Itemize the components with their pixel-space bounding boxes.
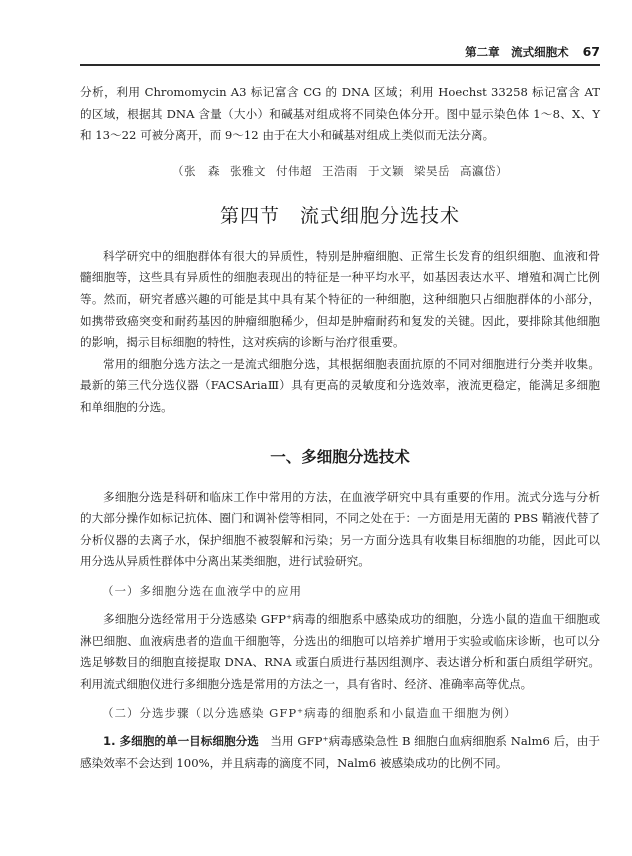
step-1-paragraph xyxy=(80,731,600,774)
author: 张 森 xyxy=(184,163,220,178)
step-1-text: 当用 GFP⁺病毒感染急性 B 细胞白血病细胞系 Nalm6 后，由于感染效率不会达到 100%，并且病毒的滴度不同，Nalm6 被感染成功的比例不同。 xyxy=(80,734,600,770)
chapter-title: 第二章 流式细胞术 xyxy=(465,45,569,59)
page-number: 67 xyxy=(582,44,600,59)
section-paragraph-1: 科学研究中的细胞群体有很大的异质性，特别是肿瘤细胞、正常生长发育的组织细胞、血液和骨髓细胞等，这些具有异质性的细胞表现出的特征是一种平均水平，如基因表达水平、增殖和凋亡比例等。然而，研究者感兴趣的可能是其中具有某个特征的一种细胞，这种细胞只占细胞群体的小部分，如携带致癌突变和耐药基因的肿瘤细胞稀少，但却是肿瘤耐药和复发的关键。因此，要排除其他细胞的影响，揭示目标细胞的特性，这对疾病的诊断与治疗很重要。 xyxy=(80,248,600,350)
section-title: 第四节 流式细胞分选技术 xyxy=(219,204,460,227)
subheading-steps: （二）分选步骤（以分选感染 GFP⁺病毒的细胞系和小鼠造血干细胞为例） xyxy=(102,706,517,721)
author: 付伟超 xyxy=(276,163,312,178)
section-paragraph-2: 常用的细胞分选方法之一是流式细胞分选，其根据细胞表面抗原的不同对细胞进行分类并收集。最新的第三代分选仪器（FACSAriaⅢ）具有更高的灵敏度和分选效率，液流更稳定，能满足多细胞和单细胞的分选。 xyxy=(80,356,600,414)
page-body xyxy=(80,82,600,774)
running-header xyxy=(465,44,600,60)
subheading-application: （一）多细胞分选在血液学中的应用 xyxy=(102,583,302,598)
subsection-paragraph: 多细胞分选是科研和临床工作中常用的方法，在血液学研究中具有重要的作用。流式分选与分析的大部分操作如标记抗体、圈门和调补偿等相同，不同之处在于：一方面是用无菌的 PBS 鞘液代替了分析仪器的去离子水，保护细胞不被裂解和污染；另一方面分选具有收集目标细胞的功能，因此可以用分选从异质性群体中分离出某类细胞，进行试验研究。 xyxy=(80,489,600,569)
header-rule xyxy=(80,64,600,66)
author: 高瀛岱 xyxy=(460,163,496,178)
step-1-label: 1. 多细胞的单一目标细胞分选 xyxy=(103,734,259,749)
intro-paragraph: 分析，利用 Chromomycin A3 标记富含 CG 的 DNA 区域；利用 Hoechst 33258 标记富含 AT 的区域，根据其 DNA 含量（大小）和碱基对组成将不同染色体分开。图中显示染色体 1～8、X、Y 和 13～22 可被分离开，而 9～12 由于在大小和碱基对组成上类似而无法分离。 xyxy=(80,85,600,143)
application-paragraph: 多细胞分选经常用于分选感染 GFP⁺病毒的细胞系中感染成功的细胞，分选小鼠的造血干细胞或淋巴细胞、血液病患者的造血干细胞等，分选出的细胞可以培养扩增用于实验或临床诊断，也可以分选足够数目的细胞直接提取 DNA、RNA 或蛋白质进行基因组测序、表达谱分析和蛋白质组学研究。利用流式细胞仪进行多细胞分选是常用的方法之一，具有省时、经济、准确率高等优点。 xyxy=(80,611,600,691)
author-line: （张 森 张雅文 付伟超 王浩雨 于文颖 梁昊岳 高瀛岱） xyxy=(172,163,508,178)
author: 于文颖 xyxy=(368,163,404,178)
author: 梁昊岳 xyxy=(414,163,450,178)
subsection-title: 一、多细胞分选技术 xyxy=(270,447,410,466)
author: 张雅文 xyxy=(230,163,266,178)
author: 王浩雨 xyxy=(322,163,358,178)
